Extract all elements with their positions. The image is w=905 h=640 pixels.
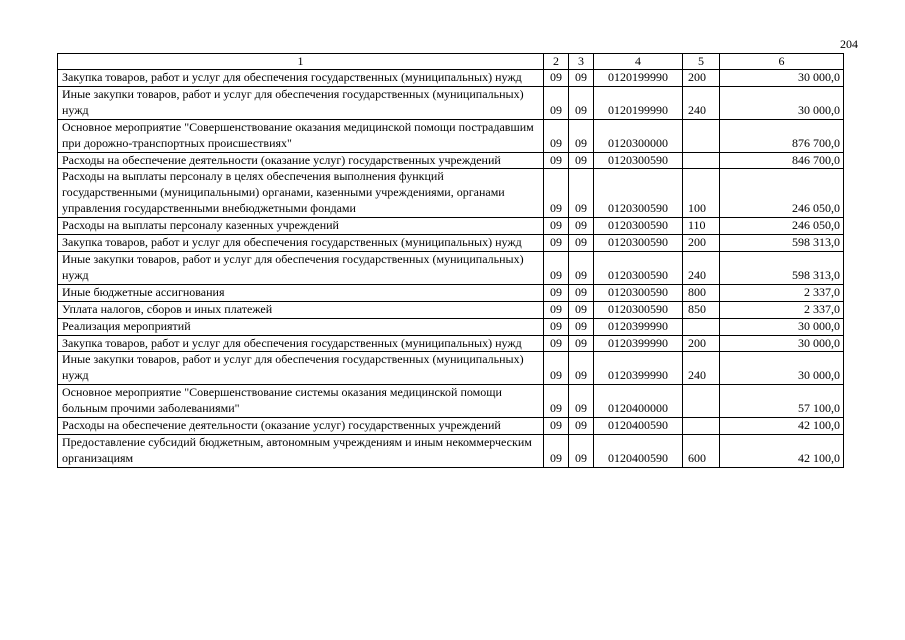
row-name: Закупка товаров, работ и услуг для обеспечения государственных (муниципальных) нужд — [58, 70, 544, 87]
row-expense-type: 100 — [683, 169, 720, 218]
row-target-code: 0120300590 — [594, 301, 683, 318]
row-expense-type — [683, 318, 720, 335]
row-amount: 30 000,0 — [720, 86, 844, 119]
row-target-code: 0120400000 — [594, 385, 683, 418]
row-subsection: 09 — [569, 418, 594, 435]
row-name: Иные закупки товаров, работ и услуг для обеспечения государственных (муниципальных) нужд — [58, 86, 544, 119]
row-amount: 30 000,0 — [720, 318, 844, 335]
row-amount: 2 337,0 — [720, 284, 844, 301]
row-name: Основное мероприятие "Совершенствование системы оказания медицинской помощи больным прочими заболеваниями" — [58, 385, 544, 418]
row-name: Расходы на обеспечение деятельности (оказание услуг) государственных учреждений — [58, 152, 544, 169]
row-expense-type: 200 — [683, 335, 720, 352]
row-section: 09 — [544, 434, 569, 467]
page-number: 204 — [840, 37, 858, 51]
row-target-code: 0120399990 — [594, 352, 683, 385]
row-target-code: 0120300590 — [594, 251, 683, 284]
table-row — [58, 251, 844, 284]
row-section: 09 — [544, 418, 569, 435]
table-row — [58, 434, 844, 467]
row-subsection: 09 — [569, 318, 594, 335]
table-row — [58, 235, 844, 252]
row-section: 09 — [544, 169, 569, 218]
row-amount: 30 000,0 — [720, 335, 844, 352]
row-subsection: 09 — [569, 434, 594, 467]
row-amount: 2 337,0 — [720, 301, 844, 318]
row-expense-type: 200 — [683, 70, 720, 87]
row-amount: 30 000,0 — [720, 352, 844, 385]
row-expense-type — [683, 385, 720, 418]
row-target-code: 0120300590 — [594, 152, 683, 169]
row-section: 09 — [544, 251, 569, 284]
row-name: Расходы на выплаты персоналу в целях обеспечения выполнения функций государственными (муниципальными) органами, казенными учреждениями, органами управления государственными внебюджетными фондами — [58, 169, 544, 218]
row-target-code: 0120300590 — [594, 169, 683, 218]
row-target-code: 0120199990 — [594, 70, 683, 87]
row-amount: 42 100,0 — [720, 434, 844, 467]
row-subsection: 09 — [569, 86, 594, 119]
row-name: Иные бюджетные ассигнования — [58, 284, 544, 301]
row-subsection: 09 — [569, 70, 594, 87]
row-section: 09 — [544, 218, 569, 235]
header-col-5: 5 — [683, 54, 720, 70]
row-section: 09 — [544, 235, 569, 252]
row-subsection: 09 — [569, 284, 594, 301]
row-target-code: 0120400590 — [594, 434, 683, 467]
row-amount: 598 313,0 — [720, 235, 844, 252]
header-col-2: 2 — [544, 54, 569, 70]
table-row — [58, 318, 844, 335]
header-col-6: 6 — [720, 54, 844, 70]
budget-table — [57, 53, 844, 468]
table-row — [58, 86, 844, 119]
row-section: 09 — [544, 152, 569, 169]
row-subsection: 09 — [569, 235, 594, 252]
row-name: Иные закупки товаров, работ и услуг для обеспечения государственных (муниципальных) нужд — [58, 352, 544, 385]
row-expense-type: 200 — [683, 235, 720, 252]
row-subsection: 09 — [569, 152, 594, 169]
table-row — [58, 119, 844, 152]
row-section: 09 — [544, 335, 569, 352]
header-col-1: 1 — [58, 54, 544, 70]
row-subsection: 09 — [569, 218, 594, 235]
row-name: Основное мероприятие "Совершенствование оказания медицинской помощи пострадавшим при дорожно-транспортных происшествиях" — [58, 119, 544, 152]
table-row — [58, 352, 844, 385]
table-row — [58, 385, 844, 418]
row-subsection: 09 — [569, 301, 594, 318]
row-subsection: 09 — [569, 385, 594, 418]
row-expense-type — [683, 119, 720, 152]
row-subsection: 09 — [569, 335, 594, 352]
row-target-code: 0120399990 — [594, 318, 683, 335]
row-amount: 846 700,0 — [720, 152, 844, 169]
table-row — [58, 335, 844, 352]
row-expense-type: 240 — [683, 251, 720, 284]
table-row — [58, 418, 844, 435]
row-expense-type: 240 — [683, 86, 720, 119]
row-amount: 598 313,0 — [720, 251, 844, 284]
row-section: 09 — [544, 301, 569, 318]
table-row — [58, 284, 844, 301]
header-row — [58, 54, 844, 70]
row-expense-type: 240 — [683, 352, 720, 385]
row-amount: 246 050,0 — [720, 218, 844, 235]
row-target-code: 0120199990 — [594, 86, 683, 119]
row-expense-type: 110 — [683, 218, 720, 235]
row-name: Предоставление субсидий бюджетным, автономным учреждениям и иным некоммерческим организациям — [58, 434, 544, 467]
row-subsection: 09 — [569, 251, 594, 284]
row-subsection: 09 — [569, 352, 594, 385]
row-amount: 876 700,0 — [720, 119, 844, 152]
row-expense-type — [683, 152, 720, 169]
row-amount: 246 050,0 — [720, 169, 844, 218]
table-row — [58, 70, 844, 87]
header-col-4: 4 — [594, 54, 683, 70]
row-expense-type: 850 — [683, 301, 720, 318]
table-row — [58, 169, 844, 218]
row-name: Закупка товаров, работ и услуг для обеспечения государственных (муниципальных) нужд — [58, 335, 544, 352]
row-target-code: 0120400590 — [594, 418, 683, 435]
row-section: 09 — [544, 318, 569, 335]
row-target-code: 0120300590 — [594, 218, 683, 235]
row-name: Реализация мероприятий — [58, 318, 544, 335]
row-target-code: 0120399990 — [594, 335, 683, 352]
row-amount: 57 100,0 — [720, 385, 844, 418]
row-section: 09 — [544, 86, 569, 119]
row-subsection: 09 — [569, 169, 594, 218]
row-expense-type — [683, 418, 720, 435]
row-amount: 42 100,0 — [720, 418, 844, 435]
row-section: 09 — [544, 119, 569, 152]
row-name: Уплата налогов, сборов и иных платежей — [58, 301, 544, 318]
row-target-code: 0120300590 — [594, 284, 683, 301]
row-section: 09 — [544, 70, 569, 87]
row-target-code: 0120300590 — [594, 235, 683, 252]
row-name: Иные закупки товаров, работ и услуг для обеспечения государственных (муниципальных) нужд — [58, 251, 544, 284]
header-col-3: 3 — [569, 54, 594, 70]
row-target-code: 0120300000 — [594, 119, 683, 152]
row-subsection: 09 — [569, 119, 594, 152]
row-section: 09 — [544, 284, 569, 301]
row-expense-type: 800 — [683, 284, 720, 301]
row-amount: 30 000,0 — [720, 70, 844, 87]
table-row — [58, 301, 844, 318]
row-expense-type: 600 — [683, 434, 720, 467]
table-row — [58, 218, 844, 235]
row-section: 09 — [544, 352, 569, 385]
row-name: Закупка товаров, работ и услуг для обеспечения государственных (муниципальных) нужд — [58, 235, 544, 252]
row-section: 09 — [544, 385, 569, 418]
row-name: Расходы на обеспечение деятельности (оказание услуг) государственных учреждений — [58, 418, 544, 435]
table-body — [58, 70, 844, 468]
table-row — [58, 152, 844, 169]
row-name: Расходы на выплаты персоналу казенных учреждений — [58, 218, 544, 235]
